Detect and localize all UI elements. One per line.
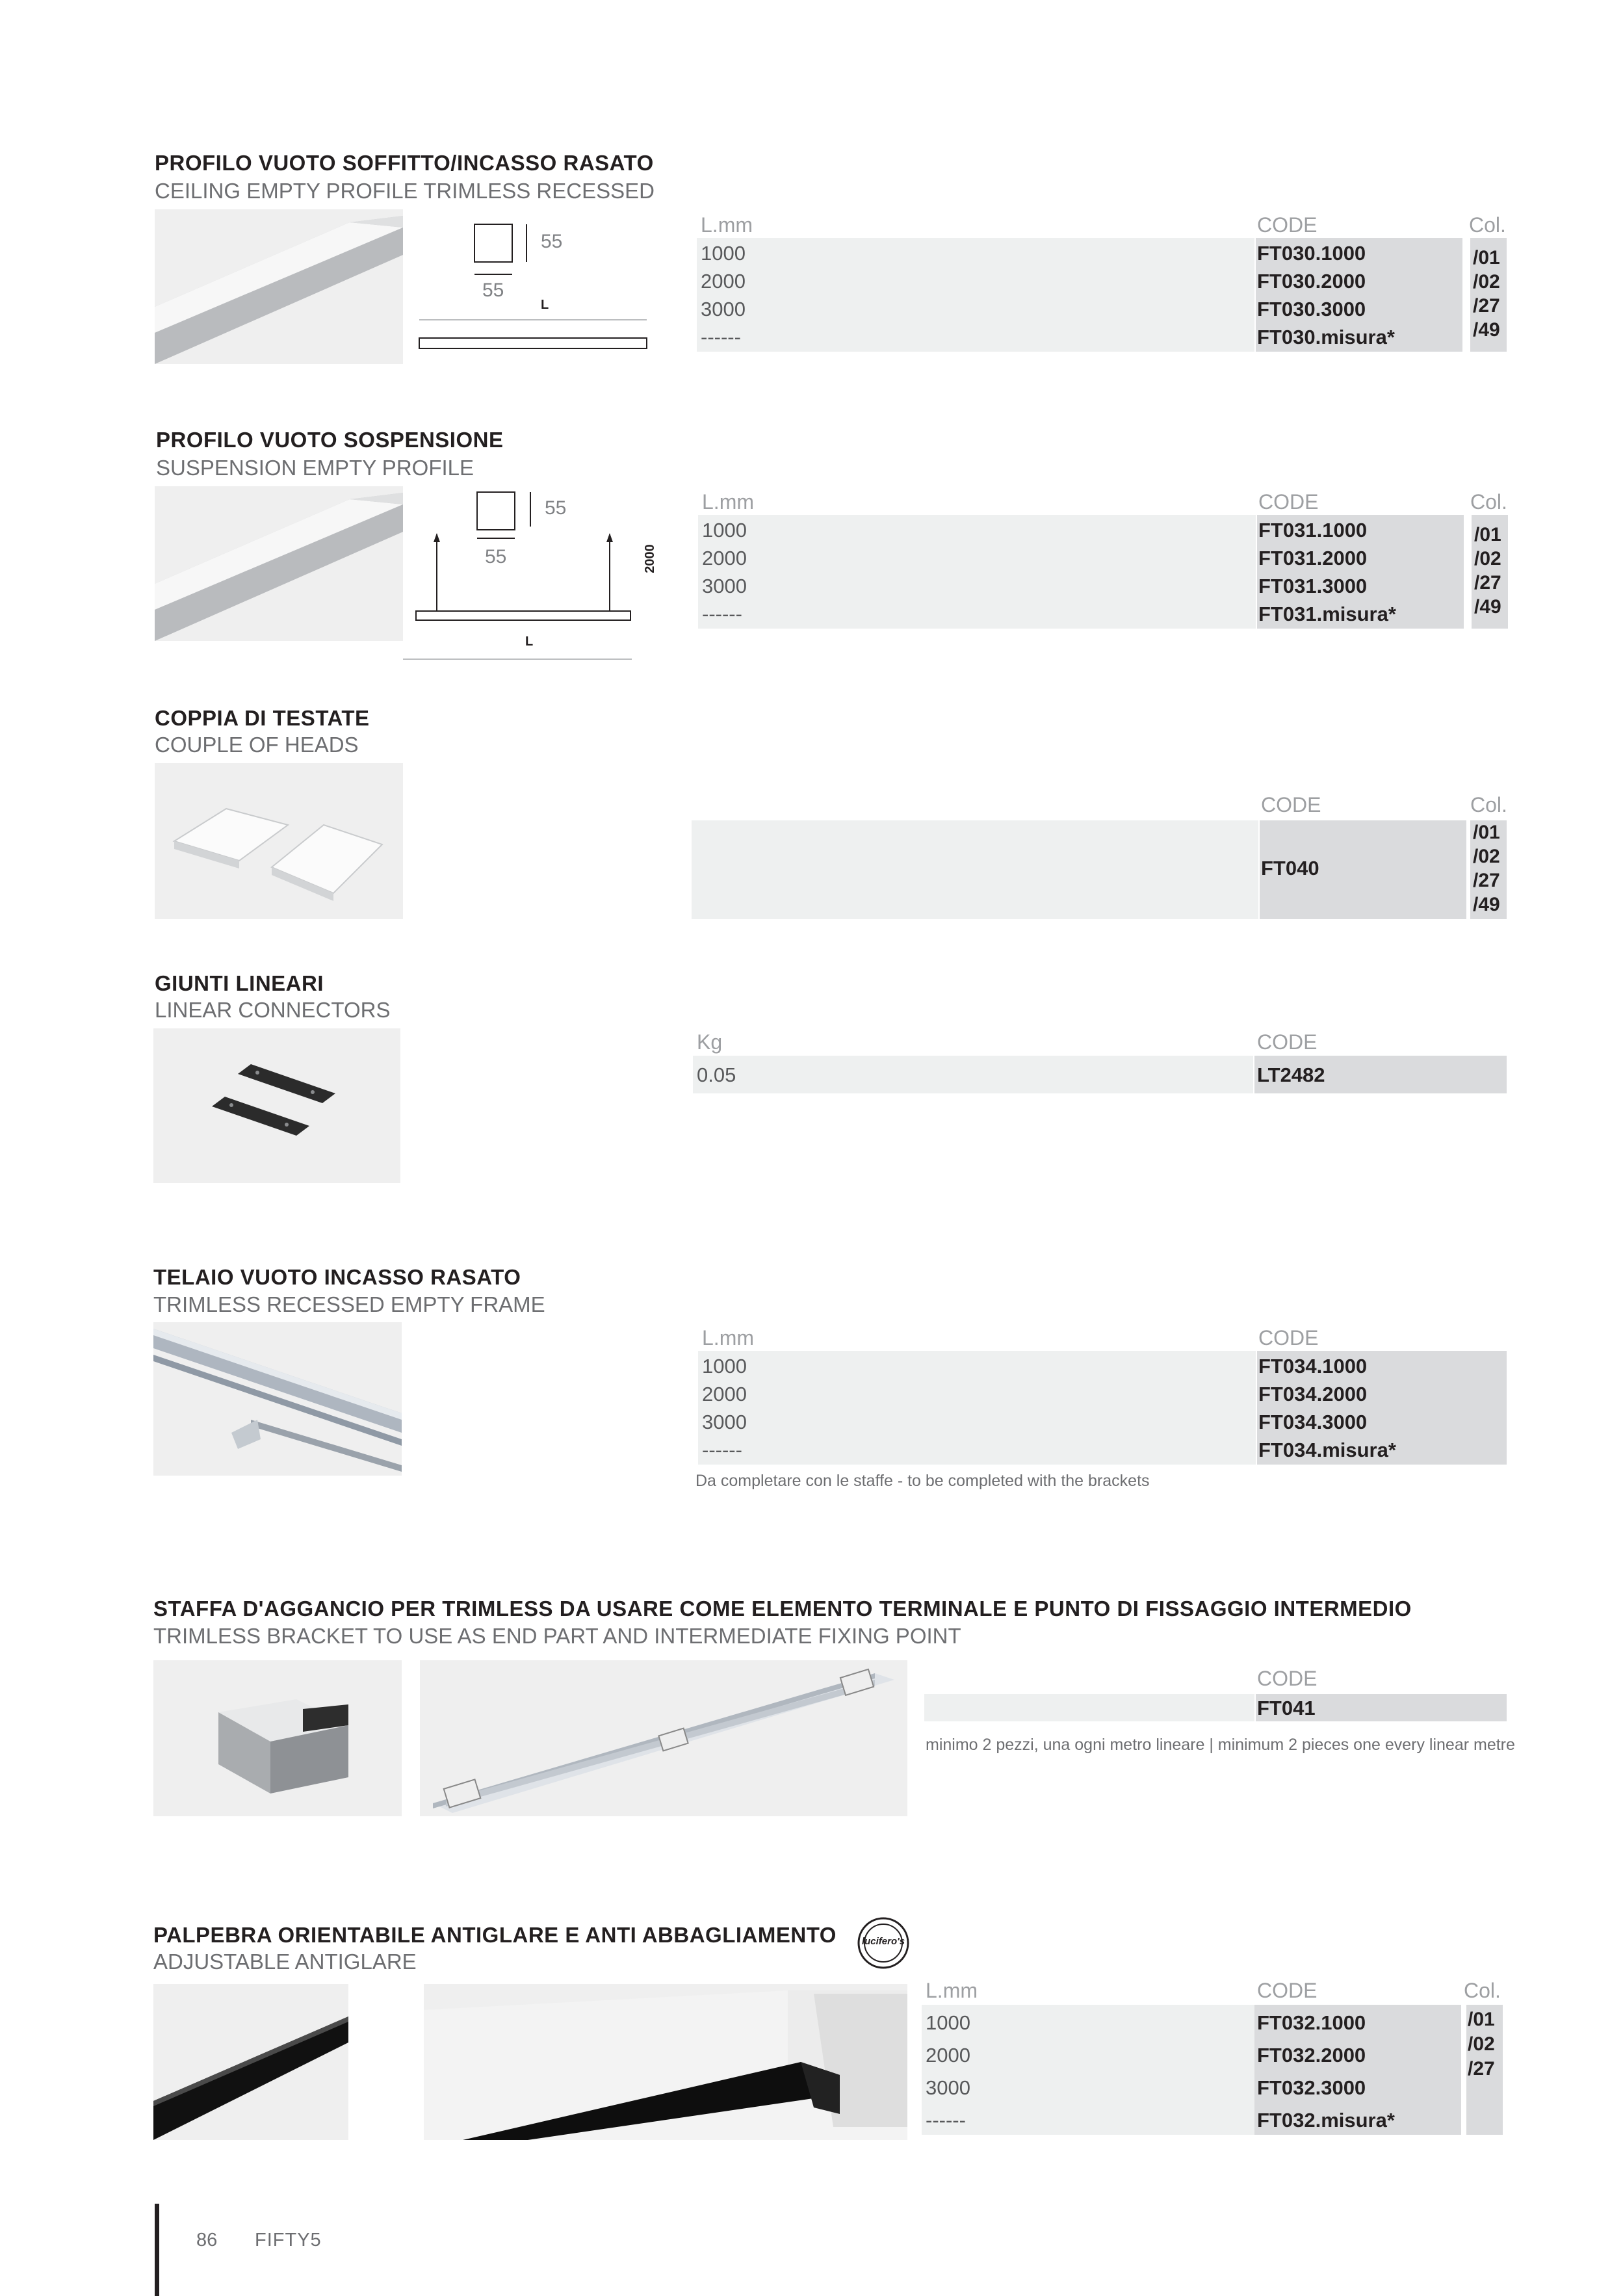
dim-height: 55 — [545, 497, 567, 519]
product-code: FT030.1000 — [1257, 242, 1366, 265]
header-code: CODE — [1257, 1979, 1318, 2002]
frame-photo — [153, 1322, 402, 1476]
section-3-title-en: COUPLE OF HEADS — [155, 733, 359, 757]
color-code: /49 — [1473, 319, 1500, 341]
product-code: FT031.1000 — [1258, 519, 1368, 541]
table-left-bg — [698, 515, 1256, 629]
bracket-photo — [153, 1660, 402, 1816]
bracket-installed-photo — [420, 1660, 907, 1816]
table-row: 3000 — [926, 2076, 970, 2099]
product-code: FT034.1000 — [1258, 1355, 1368, 1377]
product-code: FT031.2000 — [1258, 547, 1368, 569]
end-caps-photo — [155, 763, 403, 919]
dim-suspension-height: 2000 — [642, 544, 657, 573]
table-row: ------ — [926, 2109, 966, 2132]
header-col: Col. — [1469, 213, 1506, 237]
product-code: FT030.misura* — [1257, 326, 1395, 348]
page-number: 86 — [196, 2230, 218, 2250]
table-left-bg — [924, 1694, 1254, 1721]
footer-bar — [155, 2204, 159, 2296]
table-row: 2000 — [702, 1383, 747, 1405]
dim-length: L — [525, 634, 534, 649]
header-length: L.mm — [702, 490, 754, 514]
color-code: /27 — [1468, 2058, 1495, 2080]
dim-height: 55 — [541, 231, 563, 252]
product-code: FT032.1000 — [1257, 2011, 1366, 2034]
color-code: /27 — [1473, 295, 1500, 317]
header-length: L.mm — [926, 1979, 978, 2002]
color-code: /02 — [1473, 271, 1500, 293]
header-col: Col. — [1470, 490, 1507, 514]
table-row: ------ — [702, 603, 742, 625]
profile-photo — [155, 209, 403, 364]
product-code: FT030.2000 — [1257, 270, 1366, 293]
product-code: FT032.2000 — [1257, 2044, 1366, 2067]
table-row: 1000 — [926, 2011, 970, 2034]
table-row: ------ — [701, 326, 741, 348]
product-code: FT031.misura* — [1258, 603, 1396, 625]
section-note: Da completare con le staffe - to be completed with the brackets — [695, 1472, 1150, 1490]
header-col: Col. — [1470, 793, 1507, 816]
table-row: 1000 — [701, 242, 746, 265]
color-code: /49 — [1473, 894, 1500, 915]
section-6-title-en: TRIMLESS BRACKET TO USE AS END PART AND INTERMEDIATE FIXING POINT — [153, 1624, 961, 1648]
section-7-title-it: PALPEBRA ORIENTABILE ANTIGLARE E ANTI ABBAGLIAMENTO — [153, 1923, 837, 1947]
section-5-title-it: TELAIO VUOTO INCASSO RASATO — [153, 1265, 521, 1289]
header-code: CODE — [1257, 213, 1318, 237]
section-3-title-it: COPPIA DI TESTATE — [155, 706, 370, 730]
product-code: FT030.3000 — [1257, 298, 1366, 320]
antiglare-installed-photo — [424, 1984, 907, 2140]
lucifero-badge — [855, 1915, 911, 1971]
product-code: LT2482 — [1257, 1063, 1325, 1086]
color-code: /27 — [1473, 870, 1500, 891]
table-row: 2000 — [701, 270, 746, 293]
section-note: minimo 2 pezzi, una ogni metro lineare | minimum 2 pieces one every linear metre — [926, 1736, 1515, 1754]
header-code: CODE — [1258, 490, 1319, 514]
header-code: CODE — [1258, 1326, 1319, 1350]
header-weight: Kg — [697, 1030, 723, 1054]
header-code: CODE — [1261, 793, 1321, 816]
header-code: CODE — [1257, 1667, 1318, 1690]
table-left-bg — [922, 2005, 1254, 2135]
profile-photo — [155, 486, 403, 641]
suspension-drawing — [403, 489, 637, 664]
color-code: /01 — [1473, 247, 1500, 268]
table-row: 2000 — [702, 547, 747, 569]
table-row: 3000 — [702, 575, 747, 597]
color-code: /49 — [1474, 596, 1501, 618]
connectors-photo — [153, 1028, 400, 1183]
color-code: /02 — [1473, 846, 1500, 867]
section-4-title-it: GIUNTI LINEARI — [155, 971, 324, 995]
table-row: 2000 — [926, 2044, 970, 2067]
header-length: L.mm — [702, 1326, 754, 1350]
dimension-drawing — [416, 221, 650, 358]
table-row: 1000 — [702, 1355, 747, 1377]
color-code: /01 — [1473, 822, 1500, 843]
table-left-bg — [698, 1351, 1256, 1465]
product-code: FT040 — [1261, 857, 1319, 880]
product-code: FT034.misura* — [1258, 1439, 1396, 1461]
dim-length: L — [541, 298, 549, 312]
table-row: 3000 — [702, 1411, 747, 1433]
header-length: L.mm — [701, 213, 753, 237]
table-left-bg — [697, 238, 1254, 352]
color-code: /02 — [1474, 548, 1501, 569]
section-2-title-en: SUSPENSION EMPTY PROFILE — [156, 456, 474, 480]
section-1-title-en: CEILING EMPTY PROFILE TRIMLESS RECESSED — [155, 179, 655, 203]
section-6-title-it: STAFFA D'AGGANCIO PER TRIMLESS DA USARE COME ELEMENTO TERMINALE E PUNTO DI FISSAGGIO INTERMEDIO — [153, 1597, 1412, 1621]
dim-width: 55 — [482, 280, 504, 301]
table-left-bg — [692, 820, 1258, 919]
header-code: CODE — [1257, 1030, 1318, 1054]
section-5-title-en: TRIMLESS RECESSED EMPTY FRAME — [153, 1292, 545, 1316]
table-left-bg — [693, 1056, 1253, 1093]
badge-label: lucifero's — [861, 1936, 905, 1947]
section-7-title-en: ADJUSTABLE ANTIGLARE — [153, 1950, 417, 1974]
header-col: Col. — [1464, 1979, 1501, 2002]
product-code: FT034.2000 — [1258, 1383, 1368, 1405]
product-code: FT041 — [1257, 1697, 1316, 1719]
section-2-title-it: PROFILO VUOTO SOSPENSIONE — [156, 428, 504, 452]
product-code: FT032.3000 — [1257, 2076, 1366, 2099]
antiglare-photo — [153, 1984, 348, 2140]
product-code: FT031.3000 — [1258, 575, 1368, 597]
table-row: 3000 — [701, 298, 746, 320]
section-1-title-it: PROFILO VUOTO SOFFITTO/INCASSO RASATO — [155, 151, 654, 175]
product-code: FT032.misura* — [1257, 2109, 1395, 2132]
dim-width: 55 — [485, 546, 507, 567]
collection-name: FIFTY5 — [255, 2230, 322, 2250]
color-code: /01 — [1468, 2009, 1495, 2030]
section-4-title-en: LINEAR CONNECTORS — [155, 998, 391, 1022]
table-row: ------ — [702, 1439, 742, 1461]
color-code: /02 — [1468, 2033, 1495, 2055]
color-code: /01 — [1474, 524, 1501, 545]
product-code: FT034.3000 — [1258, 1411, 1368, 1433]
color-code: /27 — [1474, 572, 1501, 594]
table-row: 0.05 — [697, 1063, 736, 1086]
table-row: 1000 — [702, 519, 747, 541]
